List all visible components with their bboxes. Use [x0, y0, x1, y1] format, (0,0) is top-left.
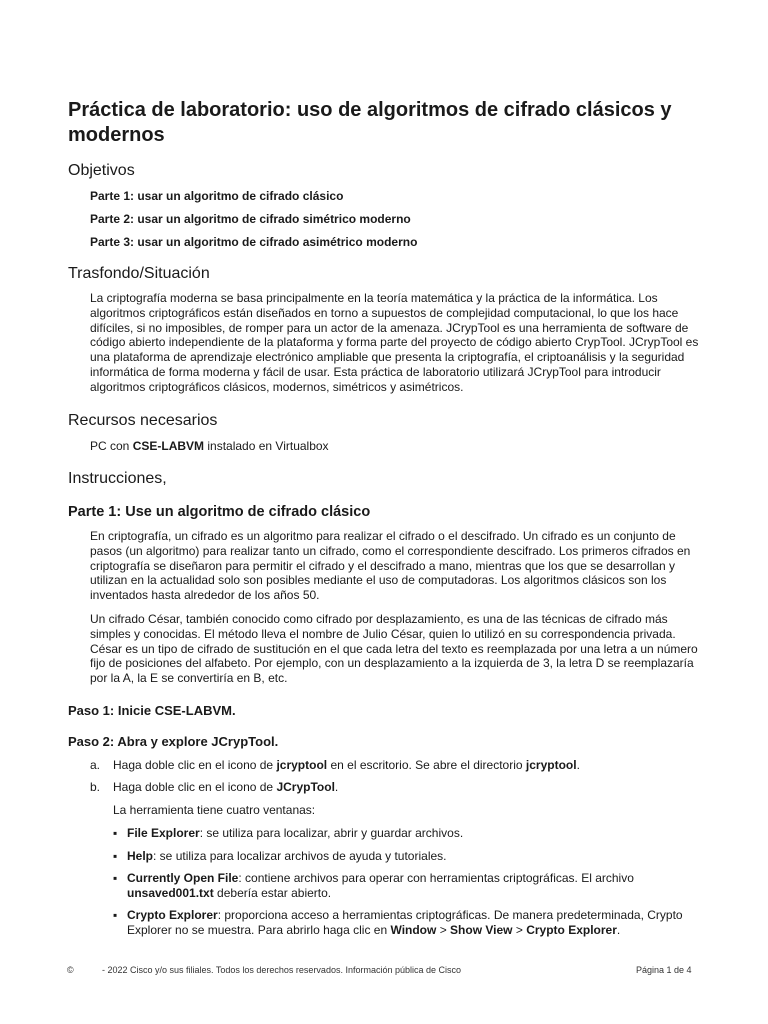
step-b: b. Haga doble clic en el icono de JCrypTool. — [90, 780, 339, 794]
recursos-heading: Recursos necesarios — [68, 412, 218, 429]
page-number: Página 1 de 4 — [636, 965, 692, 975]
trasfondo-paragraph: La criptografía moderna se basa principalmente en la teoría matemática y la práctica de la informática. Los algoritmos criptográficos están diseñados en torno a supuestos de complejidad computacional, lo que los hace difíciles, si no imposibles, de romper para un actor de la amenaza. JCrypTool es una herramienta de software de código abierto independiente de la plataforma y forma parte del proyecto de código abierto CrypTool. JCrypTool es una plataforma de aprendizaje electrónico ampliable que presenta la criptografía, el criptoanálisis y la seguridad informática de forma moderna y fácil de usar. Esta práctica de laboratorio utilizará JCrypTool para introducir algoritmos criptográficos clásicos, modernos, simétricos y asimétricos. — [90, 291, 699, 394]
instrucciones-heading: Instrucciones, — [68, 470, 167, 487]
step-a: a. Haga doble clic en el icono de jcryptool en el escritorio. Se abre el directorio jcryptool. — [90, 758, 580, 772]
bullet-icon: ▪ — [113, 826, 118, 840]
parte1-heading: Parte 1: Use un algoritmo de cifrado clásico — [68, 504, 371, 520]
bullet-icon: ▪ — [113, 849, 118, 863]
list-item: ▪ File Explorer: se utiliza para localizar, abrir y guardar archivos. — [113, 826, 464, 840]
list-item: ▪ Help: se utiliza para localizar archivos de ayuda y tutoriales. — [113, 849, 447, 863]
bullet-icon: ▪ — [113, 908, 118, 922]
parte1-paragraph-1: En criptografía, un cifrado es un algoritmo para realizar el cifrado o el descifrado. Un cifrado es un conjunto de pasos (un algoritmo) para realizar tanto un cifrado, como el correspondiente descifrado. Los primeros cifrados en criptografía se diseñaron para permitir el cifrado y el descifrado a mano, mientras que los que se desarrollan y utilizan en la actualidad solo son posibles mediante el uso de computadoras. Los algoritmos clásicos son los inventados hasta alrededor de los años 50. — [90, 529, 691, 603]
bullet-icon: ▪ — [113, 871, 118, 885]
objetivo-item: Parte 2: usar un algoritmo de cifrado simétrico moderno — [90, 212, 411, 226]
copyright-icon: © — [67, 965, 74, 975]
parte1-paragraph-2: Un cifrado César, también conocido como cifrado por desplazamiento, es una de las técnicas de cifrado más simples y conocidas. El método lleva el nombre de Julio César, quien lo utilizó en su correspondencia privada. César es un tipo de cifrado de sustitución en el que cada letra del texto es reemplazada por una letra a un número fijo de posiciones del alfabeto. Por ejemplo, con un desplazamiento a la izquierda de 3, la letra D se reemplazaría por la A, la E se convertiría en B, etc. — [90, 612, 698, 686]
footer-text: - 2022 Cisco y/o sus filiales. Todos los derechos reservados. Información pública de Cisco — [102, 965, 462, 975]
paso2-heading: Paso 2: Abra y explore JCrypTool. — [68, 734, 279, 749]
tools-intro: La herramienta tiene cuatro ventanas: — [113, 803, 316, 817]
list-item: ▪ Crypto Explorer: proporciona acceso a herramientas criptográficas. De manera predeterminada, Crypto Explorer no se muestra. Para abrirlo haga clic en Window > Show View > Crypto Explorer. — [113, 908, 683, 937]
trasfondo-heading: Trasfondo/Situación — [68, 265, 210, 282]
recursos-text: PC con CSE-LABVM instalado en Virtualbox — [90, 439, 329, 453]
paso1-heading: Paso 1: Inicie CSE-LABVM. — [68, 703, 236, 718]
document-title: Práctica de laboratorio: uso de algoritmos de cifrado clásicos y modernos — [68, 99, 672, 146]
objetivo-item: Parte 1: usar un algoritmo de cifrado clásico — [90, 189, 344, 203]
list-item: ▪ Currently Open File: contiene archivos para operar con herramientas criptográficas. El archivo unsaved001.txt debería estar abierto. — [113, 871, 634, 900]
objetivo-item: Parte 3: usar un algoritmo de cifrado asimétrico moderno — [90, 235, 418, 249]
objetivos-heading: Objetivos — [68, 162, 135, 179]
